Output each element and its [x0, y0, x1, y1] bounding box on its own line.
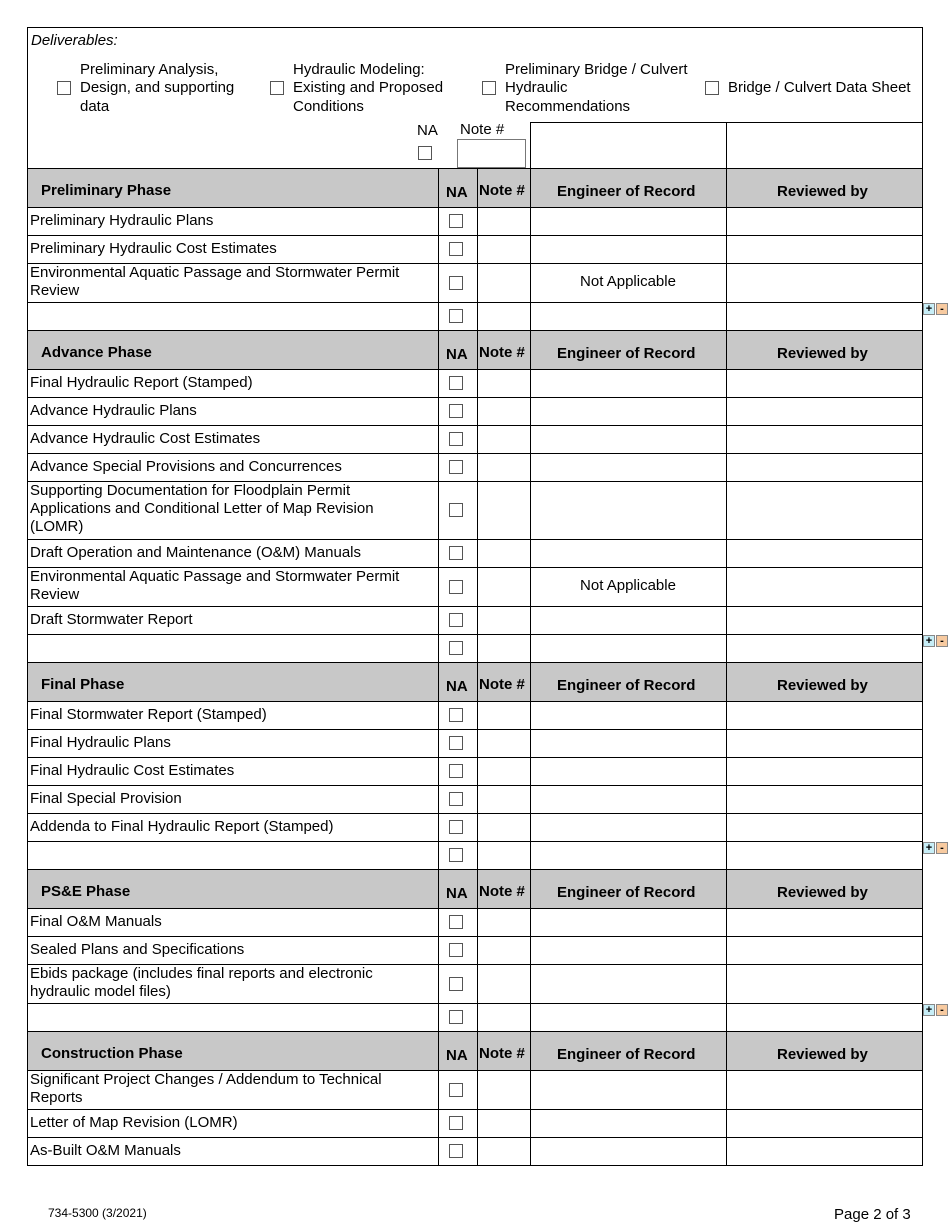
row-reviewed-input[interactable]	[727, 1110, 922, 1136]
deliverable-label-1c: data	[80, 98, 110, 115]
row-divider	[438, 606, 439, 634]
row-divider	[438, 841, 439, 869]
row-reviewed-input[interactable]	[727, 540, 922, 566]
row-engineer-input[interactable]	[531, 1138, 725, 1164]
deliverable-label-4: Bridge / Culvert Data Sheet	[728, 79, 911, 96]
row-reviewed-input[interactable]	[727, 607, 922, 633]
row-na-checkbox[interactable]	[449, 708, 463, 722]
row-na-checkbox[interactable]	[449, 1083, 463, 1097]
deliverable-label-2a: Hydraulic Modeling:	[293, 61, 425, 78]
section-header-divider	[726, 1031, 727, 1070]
row-divider	[438, 908, 439, 936]
row-note-input[interactable]	[478, 814, 529, 840]
section-header-divider	[438, 662, 439, 701]
row-note-input[interactable]	[478, 937, 529, 963]
row-na-checkbox[interactable]	[449, 404, 463, 418]
row-note-input[interactable]	[478, 1071, 529, 1108]
row-reviewed-input[interactable]	[727, 426, 922, 452]
section-header-divider	[477, 168, 478, 207]
row-reviewed-input[interactable]	[727, 730, 922, 756]
remove-row-button[interactable]: -	[936, 1004, 948, 1016]
row-na-checkbox[interactable]	[449, 641, 463, 655]
row-engineer-input[interactable]	[531, 398, 725, 424]
row-divider	[438, 813, 439, 841]
row-divider	[438, 1109, 439, 1137]
col-engineer-header: Engineer of Record	[557, 884, 696, 901]
row-note-input[interactable]	[478, 1004, 529, 1030]
col-reviewed-header: Reviewed by	[777, 1046, 868, 1063]
row-reviewed-input[interactable]	[727, 1004, 922, 1030]
row-reviewed-input[interactable]	[727, 758, 922, 784]
deliverables-na-checkbox[interactable]	[418, 146, 432, 160]
row-reviewed-input[interactable]	[727, 482, 922, 538]
col-note-header: Note #	[479, 182, 525, 199]
col-note-header: Note #	[479, 883, 525, 900]
row-note-input[interactable]	[478, 730, 529, 756]
row-engineer-input[interactable]	[531, 814, 725, 840]
page-number: Page 2 of 3	[834, 1206, 911, 1223]
col-engineer-header: Engineer of Record	[557, 677, 696, 694]
row-label: Review	[30, 586, 80, 603]
row-na-checkbox[interactable]	[449, 915, 463, 929]
row-reviewed-input[interactable]	[727, 568, 922, 605]
section-header-divider	[477, 1031, 478, 1070]
row-na-checkbox[interactable]	[449, 309, 463, 323]
row-reviewed-input[interactable]	[727, 398, 922, 424]
row-reviewed-input[interactable]	[727, 814, 922, 840]
section-title: Advance Phase	[41, 344, 152, 361]
row-reviewed-input[interactable]	[727, 786, 922, 812]
row-na-checkbox[interactable]	[449, 764, 463, 778]
deliverable-checkbox-4[interactable]	[705, 81, 719, 95]
row-engineer-input[interactable]	[531, 965, 725, 1002]
section-header-divider	[438, 330, 439, 369]
row-label: Review	[30, 282, 80, 299]
row-note-input[interactable]	[478, 454, 529, 480]
col-note-header: Note #	[479, 676, 525, 693]
row-divider	[438, 302, 439, 330]
section-title: Final Phase	[41, 676, 125, 693]
deliverables-title: Deliverables:	[31, 32, 118, 49]
row-engineer-input[interactable]	[531, 426, 725, 452]
col-engineer-header: Engineer of Record	[557, 345, 696, 362]
section-header-divider	[438, 168, 439, 207]
deliverable-checkbox-1[interactable]	[57, 81, 71, 95]
row-divider	[438, 567, 439, 606]
col-reviewed-header: Reviewed by	[777, 345, 868, 362]
row-note-input[interactable]	[478, 607, 529, 633]
section-header-divider	[726, 662, 727, 701]
row-reviewed-input[interactable]	[727, 370, 922, 396]
row-note-input[interactable]	[478, 236, 529, 262]
row-engineer-input[interactable]	[531, 758, 725, 784]
row-engineer-input[interactable]	[531, 909, 725, 935]
deliverables-reviewed-cell	[726, 122, 923, 168]
section-header-divider	[530, 662, 531, 701]
row-reviewed-input[interactable]	[727, 1071, 922, 1108]
row-engineer-input[interactable]	[531, 482, 725, 538]
row-divider	[438, 369, 439, 397]
section-header-divider	[530, 1031, 531, 1070]
row-label: Final Hydraulic Plans	[30, 734, 171, 751]
row-engineer-input[interactable]	[531, 730, 725, 756]
row-engineer-input[interactable]	[531, 937, 725, 963]
section-header-divider	[477, 330, 478, 369]
row-engineer-input[interactable]	[531, 236, 725, 262]
row-note-input[interactable]	[478, 842, 529, 868]
row-note-input[interactable]	[478, 702, 529, 728]
row-na-checkbox[interactable]	[449, 1116, 463, 1130]
col-na-header: NA	[446, 1047, 468, 1064]
row-divider	[438, 453, 439, 481]
section-header-divider	[530, 168, 531, 207]
row-note-input[interactable]	[478, 398, 529, 424]
row-na-checkbox[interactable]	[449, 503, 463, 517]
deliverable-label-3c: Recommendations	[505, 98, 631, 115]
row-label: As-Built O&M Manuals	[30, 1142, 181, 1159]
section-header-divider	[726, 869, 727, 908]
row-note-input[interactable]	[478, 786, 529, 812]
row-label: (LOMR)	[30, 518, 84, 535]
row-label: Final Special Provision	[30, 790, 182, 807]
deliverable-label-2c: Conditions	[293, 98, 364, 115]
row-na-checkbox[interactable]	[449, 848, 463, 862]
col-na-header: NA	[446, 885, 468, 902]
col-engineer-header: Engineer of Record	[557, 1046, 696, 1063]
row-na-checkbox[interactable]	[449, 432, 463, 446]
row-na-checkbox[interactable]	[449, 580, 463, 594]
row-divider	[438, 936, 439, 964]
row-label: Draft Stormwater Report	[30, 611, 193, 628]
row-reviewed-input[interactable]	[727, 909, 922, 935]
deliverables-na-label: NA	[417, 122, 438, 139]
row-reviewed-input[interactable]	[727, 635, 922, 661]
row-label: Draft Operation and Maintenance (O&M) Manuals	[30, 544, 361, 561]
row-divider	[438, 757, 439, 785]
row-divider	[438, 397, 439, 425]
row-engineer-input[interactable]	[531, 1110, 725, 1136]
row-note-input[interactable]	[478, 1138, 529, 1164]
col-reviewed-header: Reviewed by	[777, 884, 868, 901]
row-label: Final Stormwater Report (Stamped)	[30, 706, 267, 723]
row-label: Advance Hydraulic Cost Estimates	[30, 430, 261, 447]
section-header-divider	[438, 1031, 439, 1070]
row-label: Ebids package (includes final reports and electronic	[30, 965, 373, 982]
table-bottom-border	[27, 1165, 923, 1166]
row-label: hydraulic model files)	[30, 983, 171, 1000]
row-na-checkbox[interactable]	[449, 214, 463, 228]
row-na-checkbox[interactable]	[449, 613, 463, 627]
row-na-checkbox[interactable]	[449, 736, 463, 750]
section-header-divider	[726, 168, 727, 207]
row-note-input[interactable]	[478, 635, 529, 661]
row-divider	[438, 207, 439, 235]
row-engineer-input[interactable]	[531, 303, 725, 329]
row-engineer-value: Not Applicable	[580, 577, 676, 594]
row-reviewed-input[interactable]	[727, 1138, 922, 1164]
row-na-checkbox[interactable]	[449, 977, 463, 991]
row-divider	[438, 263, 439, 302]
row-divider	[438, 701, 439, 729]
row-engineer-input[interactable]	[531, 454, 725, 480]
row-na-checkbox[interactable]	[449, 276, 463, 290]
row-engineer-input[interactable]	[531, 1004, 725, 1030]
row-label: Letter of Map Revision (LOMR)	[30, 1114, 238, 1131]
deliverables-engineer-cell	[530, 122, 726, 168]
row-divider	[438, 539, 439, 567]
row-note-input[interactable]	[478, 208, 529, 234]
col-reviewed-header: Reviewed by	[777, 183, 868, 200]
row-engineer-input[interactable]	[531, 208, 725, 234]
col-na-header: NA	[446, 678, 468, 695]
section-title: Preliminary Phase	[41, 182, 172, 199]
row-divider	[438, 1137, 439, 1165]
row-note-input[interactable]	[478, 568, 529, 605]
add-row-button[interactable]: +	[923, 635, 935, 647]
row-engineer-input[interactable]	[531, 702, 725, 728]
row-divider	[438, 964, 439, 1003]
deliverable-label-2b: Existing and Proposed	[293, 79, 444, 96]
col-engineer-header: Engineer of Record	[557, 183, 696, 200]
remove-row-button[interactable]: -	[936, 635, 948, 647]
row-note-input[interactable]	[478, 426, 529, 452]
row-label: Environmental Aquatic Passage and Stormwater Permit	[30, 264, 400, 281]
add-row-button[interactable]: +	[923, 842, 935, 854]
row-reviewed-input[interactable]	[727, 965, 922, 1002]
row-label: Final Hydraulic Report (Stamped)	[30, 374, 253, 391]
deliverable-checkbox-2[interactable]	[270, 81, 284, 95]
row-divider	[438, 1003, 439, 1031]
row-divider	[438, 1070, 439, 1109]
row-label: Sealed Plans and Specifications	[30, 941, 245, 958]
row-divider	[438, 785, 439, 813]
deliverables-note-label: Note #	[460, 121, 505, 138]
row-divider	[438, 425, 439, 453]
section-title: Construction Phase	[41, 1045, 183, 1062]
row-na-checkbox[interactable]	[449, 460, 463, 474]
row-divider	[438, 481, 439, 539]
row-reviewed-input[interactable]	[727, 264, 922, 301]
row-na-checkbox[interactable]	[449, 820, 463, 834]
row-na-checkbox[interactable]	[449, 943, 463, 957]
row-divider	[438, 634, 439, 662]
deliverable-checkbox-3[interactable]	[482, 81, 496, 95]
row-reviewed-input[interactable]	[727, 937, 922, 963]
row-engineer-input[interactable]	[531, 607, 725, 633]
row-reviewed-input[interactable]	[727, 454, 922, 480]
row-na-checkbox[interactable]	[449, 546, 463, 560]
col-na-header: NA	[446, 346, 468, 363]
col-note-header: Note #	[479, 344, 525, 361]
row-label: Addenda to Final Hydraulic Report (Stamped)	[30, 818, 334, 835]
section-title: PS&E Phase	[41, 883, 131, 900]
row-label: Applications and Conditional Letter of Map Revision	[30, 500, 374, 517]
row-note-input[interactable]	[478, 370, 529, 396]
row-reviewed-input[interactable]	[727, 702, 922, 728]
deliverable-label-3b: Hydraulic	[505, 79, 568, 96]
col-na-header: NA	[446, 184, 468, 201]
remove-row-button[interactable]: -	[936, 842, 948, 854]
row-label: Preliminary Hydraulic Plans	[30, 212, 214, 229]
deliverable-label-1b: Design, and supporting	[80, 79, 235, 96]
row-engineer-input[interactable]	[531, 786, 725, 812]
remove-row-button[interactable]: -	[936, 303, 948, 315]
row-reviewed-input[interactable]	[727, 842, 922, 868]
row-note-input[interactable]	[478, 965, 529, 1002]
col-reviewed-header: Reviewed by	[777, 677, 868, 694]
col-note-header: Note #	[479, 1045, 525, 1062]
deliverables-note-input[interactable]	[457, 139, 526, 168]
section-header-divider	[726, 330, 727, 369]
row-divider	[438, 729, 439, 757]
row-note-input[interactable]	[478, 909, 529, 935]
section-header-divider	[530, 330, 531, 369]
section-header-divider	[438, 869, 439, 908]
section-header-divider	[530, 869, 531, 908]
row-engineer-input[interactable]	[531, 1071, 725, 1108]
row-engineer-value: Not Applicable	[580, 273, 676, 290]
row-label: Advance Special Provisions and Concurrences	[30, 458, 342, 475]
row-na-checkbox[interactable]	[449, 1144, 463, 1158]
row-note-input[interactable]	[478, 1110, 529, 1136]
row-label: Significant Project Changes / Addendum to Technical	[30, 1071, 382, 1088]
add-row-button[interactable]: +	[923, 1004, 935, 1016]
row-note-input[interactable]	[478, 482, 529, 538]
row-divider	[438, 235, 439, 263]
form-number: 734-5300 (3/2021)	[48, 1206, 147, 1220]
row-engineer-input[interactable]	[531, 842, 725, 868]
row-na-checkbox[interactable]	[449, 242, 463, 256]
row-na-checkbox[interactable]	[449, 792, 463, 806]
section-header-divider	[477, 662, 478, 701]
row-label: Final O&M Manuals	[30, 913, 162, 930]
row-label: Environmental Aquatic Passage and Stormwater Permit	[30, 568, 400, 585]
row-engineer-input[interactable]	[531, 540, 725, 566]
row-label: Supporting Documentation for Floodplain Permit	[30, 482, 351, 499]
row-na-checkbox[interactable]	[449, 376, 463, 390]
deliverable-label-3a: Preliminary Bridge / Culvert	[505, 61, 688, 78]
row-na-checkbox[interactable]	[449, 1010, 463, 1024]
row-note-input[interactable]	[478, 758, 529, 784]
row-engineer-input[interactable]	[531, 635, 725, 661]
row-reviewed-input[interactable]	[727, 236, 922, 262]
row-engineer-input[interactable]	[531, 370, 725, 396]
row-label: Advance Hydraulic Plans	[30, 402, 197, 419]
row-note-input[interactable]	[478, 264, 529, 301]
section-header-divider	[477, 869, 478, 908]
row-reviewed-input[interactable]	[727, 303, 922, 329]
row-note-input[interactable]	[478, 540, 529, 566]
deliverable-label-1a: Preliminary Analysis,	[80, 61, 219, 78]
row-label: Reports	[30, 1089, 83, 1106]
row-note-input[interactable]	[478, 303, 529, 329]
add-row-button[interactable]: +	[923, 303, 935, 315]
row-label: Preliminary Hydraulic Cost Estimates	[30, 240, 277, 257]
row-reviewed-input[interactable]	[727, 208, 922, 234]
row-label: Final Hydraulic Cost Estimates	[30, 762, 235, 779]
